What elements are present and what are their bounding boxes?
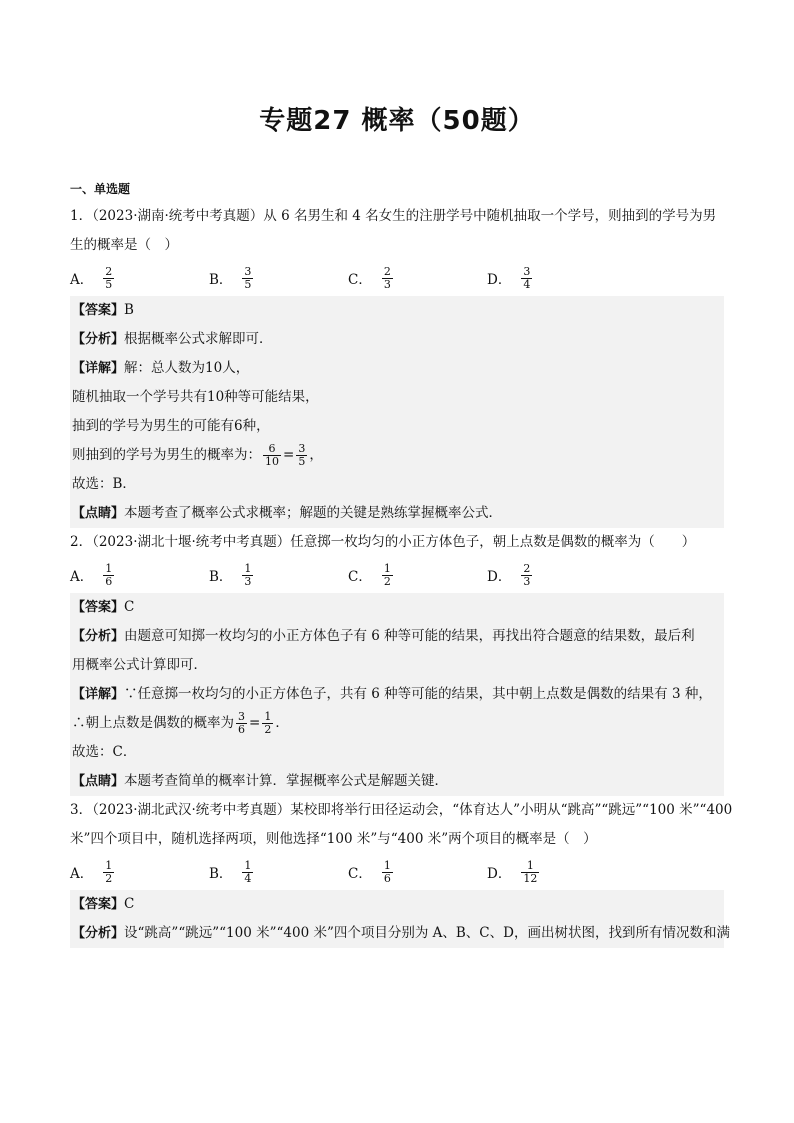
answer-line: 【答案】B — [72, 302, 134, 318]
choice-a: A． $\frac{2}{5}$ — [70, 264, 113, 291]
fraction: $\frac{1}{6}$ — [383, 858, 391, 885]
fraction: $\frac{1}{3}$ — [244, 561, 252, 588]
analysis-line: 【分析】由题意可知掷一枚均匀的小正方体色子有 6 种等可能的结果，再找出符合题意的结果数，最后利 — [72, 628, 695, 644]
fraction: $\frac{1}{2}$ — [264, 710, 272, 736]
question-1 — [70, 202, 724, 260]
solution-block-q1 — [70, 296, 724, 528]
choices-q3 — [70, 854, 724, 890]
detail-line: 【详解】解：总人数为10人， — [72, 360, 250, 376]
detail-line: 故选：B． — [72, 476, 136, 492]
fraction: $\frac{2}{3}$ — [523, 561, 531, 588]
choice-b: B． $\frac{1}{3}$ — [209, 561, 252, 588]
fraction: $\frac{1}{2}$ — [383, 561, 391, 588]
choice-b: B． $\frac{1}{4}$ — [209, 858, 252, 885]
choices-q2 — [70, 557, 724, 593]
detail-line: 则抽到的学号为男生的概率为： $\frac{6}{10}$ = $\frac{3}{5}$ ， — [72, 442, 323, 468]
detail-line: ∴朝上点数是偶数的概率为 $\frac{3}{6}$ = $\frac{1}{2}$ ． — [72, 710, 289, 736]
analysis-line: 【分析】根据概率公式求解即可． — [72, 331, 273, 347]
answer-line: 【答案】C — [72, 599, 135, 615]
fraction: $\frac{6}{10}$ — [265, 442, 279, 468]
detail-line: 【详解】∵任意掷一枚均匀的小正方体色子，共有 6 种等可能的结果，其中朝上点数是偶数的结果有 3 种， — [72, 686, 712, 702]
solution-block-q3 — [70, 890, 730, 948]
question-text: 米”四个项目中，随机选择两项，则他选择“100 米”与“400 米”两个项目的概率是（ ） — [70, 831, 597, 847]
page-title: 专题27 概率（50题） — [259, 106, 535, 136]
choice-c: C． $\frac{2}{3}$ — [348, 264, 391, 291]
fraction: $\frac{2}{3}$ — [383, 264, 391, 291]
fraction: $\frac{3}{5}$ — [298, 442, 306, 468]
document-content — [70, 180, 733, 948]
question-text: 3．（2023·湖北武汉·统考中考真题）某校即将举行田径运动会，“体育达人”小明从“跳高”“跳远”“100 米”“400 — [70, 802, 733, 818]
question-text: 生的概率是（ ） — [70, 237, 178, 253]
question-2 — [70, 528, 724, 557]
section-heading: 一、单选题 — [70, 182, 131, 196]
choice-d: D． $\frac{3}{4}$ — [487, 264, 531, 291]
fraction: $\frac{3}{5}$ — [244, 264, 252, 291]
fraction: $\frac{2}{5}$ — [105, 264, 113, 291]
detail-line: 随机抽取一个学号共有10种等可能结果， — [72, 389, 319, 405]
choices-q1 — [70, 260, 724, 296]
comment-line: 【点睛】本题考查了概率公式求概率；解题的关键是熟练掌握概率公式． — [72, 505, 503, 521]
analysis-line: 用概率公式计算即可． — [72, 657, 207, 673]
choice-d: D． $\frac{1}{12}$ — [487, 858, 538, 885]
solution-block-q2 — [70, 593, 724, 796]
question-3 — [70, 796, 733, 854]
comment-line: 【点睛】本题考查简单的概率计算．掌握概率公式是解题关键． — [72, 773, 449, 789]
choice-a: A． $\frac{1}{6}$ — [70, 561, 113, 588]
analysis-line: 【分析】设“跳高”“跳远”“100 米”“400 米”四个项目分别为 A、B、C、D，画出树状图，找到所有情况数和满 — [72, 925, 730, 941]
detail-line: 抽到的学号为男生的可能有6种， — [72, 418, 270, 434]
fraction: $\frac{1}{4}$ — [244, 858, 252, 885]
fraction: $\frac{3}{4}$ — [523, 264, 531, 291]
choice-c: C． $\frac{1}{6}$ — [348, 858, 391, 885]
fraction: $\frac{3}{6}$ — [238, 710, 245, 736]
choice-b: B． $\frac{3}{5}$ — [209, 264, 252, 291]
detail-line: 故选：C． — [72, 744, 137, 760]
question-text: 2．（2023·湖北十堰·统考中考真题）任意掷一枚均匀的小正方体色子，朝上点数是偶数的概率为（ ） — [70, 534, 696, 550]
question-text: 1．（2023·湖南·统考中考真题）从 6 名男生和 4 名女生的注册学号中随机抽取一个学号，则抽到的学号为男 — [70, 208, 717, 224]
fraction: $\frac{1}{2}$ — [105, 858, 113, 885]
choice-d: D． $\frac{2}{3}$ — [487, 561, 531, 588]
fraction: $\frac{1}{6}$ — [105, 561, 113, 588]
choice-a: A． $\frac{1}{2}$ — [70, 858, 113, 885]
fraction: $\frac{1}{12}$ — [523, 858, 538, 885]
answer-line: 【答案】C — [72, 896, 135, 912]
choice-c: C． $\frac{1}{2}$ — [348, 561, 391, 588]
